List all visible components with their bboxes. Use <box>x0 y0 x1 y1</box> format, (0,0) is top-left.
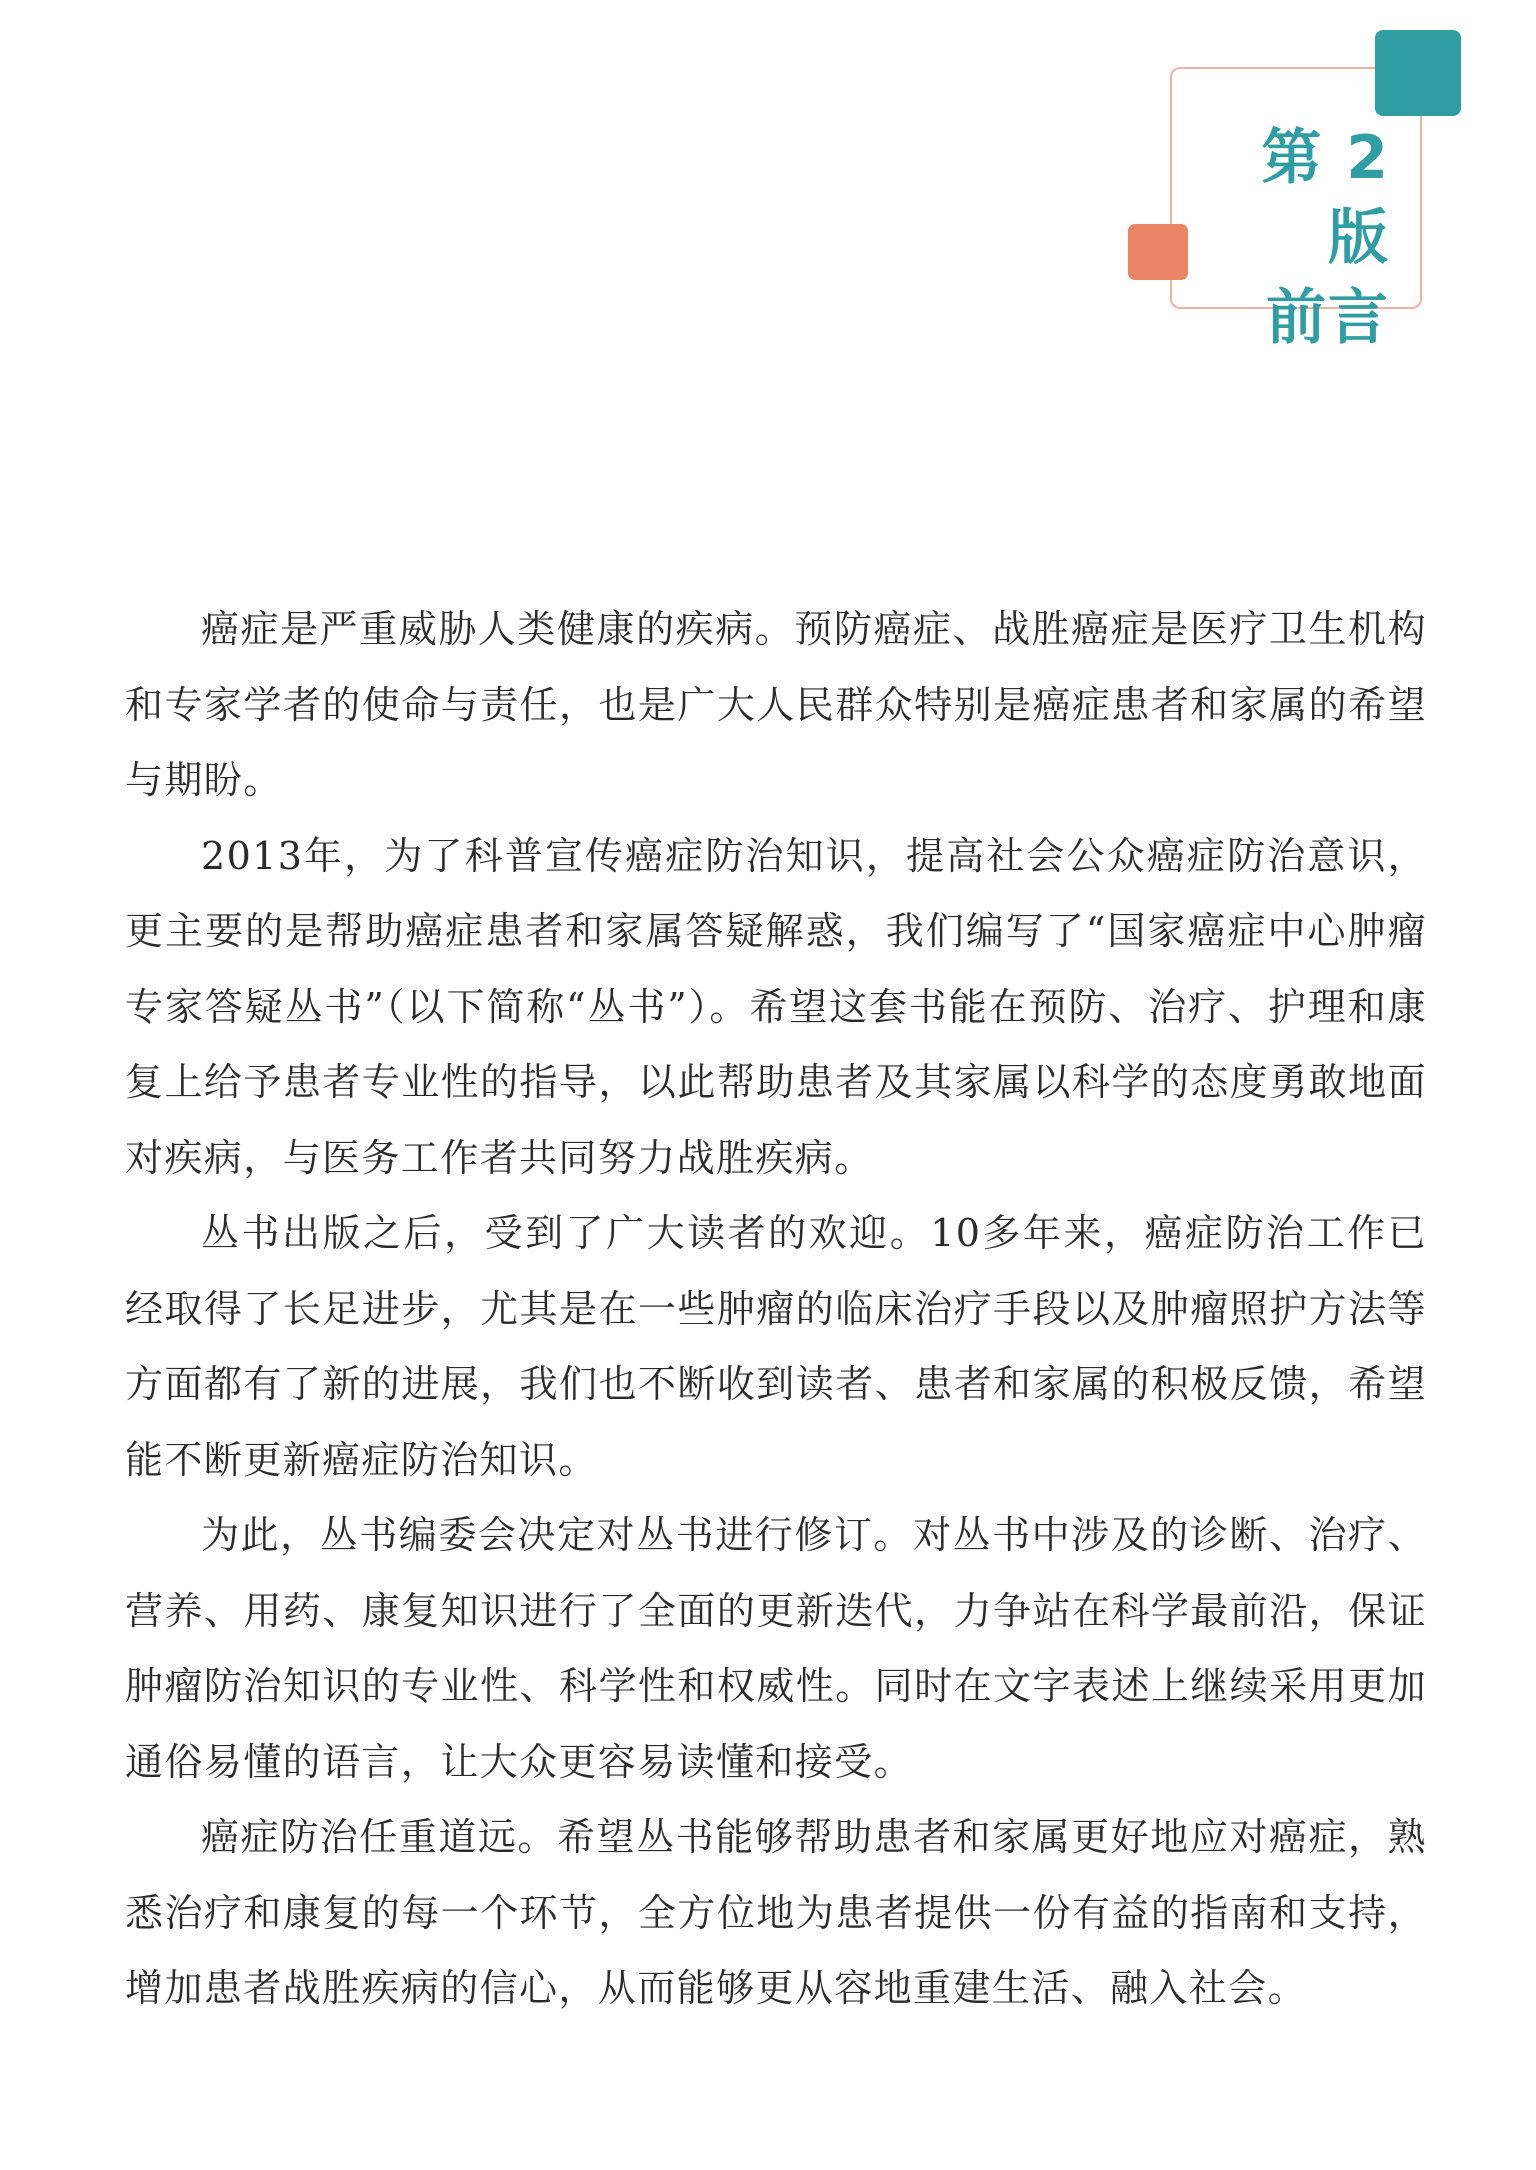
title-preface: 前言 <box>1266 283 1390 353</box>
paragraph: 癌症防治任重道远。希望丛书能够帮助患者和家属更好地应对癌症，熟悉治疗和康复的每一个环节，全方位地为患者提供一份有益的指南和支持，增加患者战胜疾病的信心，从而能够更从容地重建生活、融入社会。 <box>125 1815 1427 2010</box>
paragraph: 2013年，为了科普宣传癌症防治知识，提高社会公众癌症防治意识，更主要的是帮助癌症患者和家属答疑解惑，我们编写了“国家癌症中心肿瘤专家答疑丛书”（以下简称“丛书”）。希望这套书能在预防、治疗、护理和康复上给予患者专业性的指导，以此帮助患者及其家属以科学的态度勇敢地面对疾病，与医务工作者共同努力战胜疾病。 <box>125 833 1427 1180</box>
paragraph: 癌症是严重威胁人类健康的疾病。预防癌症、战胜癌症是医疗卫生机构和专家学者的使命与责任，也是广大人民群众特别是癌症患者和家属的希望与期盼。 <box>125 607 1427 802</box>
teal-decorative-square <box>1375 30 1461 116</box>
preface-body <box>125 592 1427 2027</box>
paragraph: 为此，丛书编委会决定对丛书进行修订。对丛书中涉及的诊断、治疗、营养、用药、康复知识进行了全面的更新迭代，力争站在科学最前沿，保证肿瘤防治知识的专业性、科学性和权威性。同时在文字表述上继续采用更加通俗易懂的语言，让大众更容易读懂和接受。 <box>125 1513 1427 1784</box>
paragraph: 丛书出版之后，受到了广大读者的欢迎。10多年来，癌症防治工作已经取得了长足进步，尤其是在一些肿瘤的临床治疗手段以及肿瘤照护方法等方面都有了新的进展，我们也不断收到读者、患者和家属的积极反馈，希望能不断更新癌症防治知识。 <box>125 1211 1427 1482</box>
orange-decorative-square <box>1128 224 1188 280</box>
page-title <box>1180 118 1390 358</box>
title-edition: 第 2 版 <box>1261 123 1390 273</box>
